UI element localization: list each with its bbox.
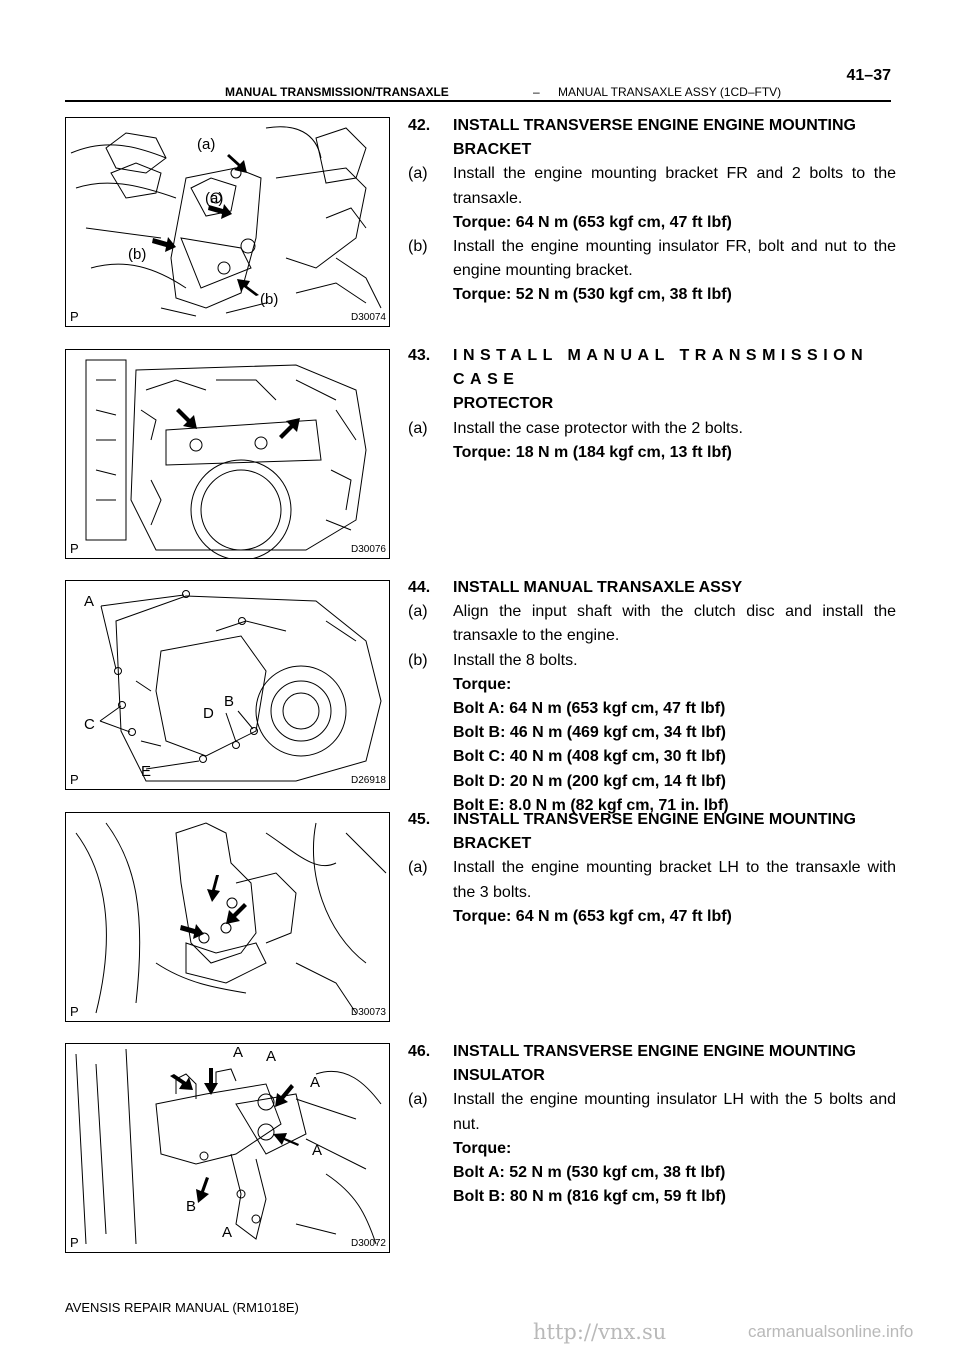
section-subtitle: MANUAL TRANSAXLE ASSY (1CD–FTV) <box>558 85 782 99</box>
figure-bracket-lh <box>65 812 390 1022</box>
torque-spec: Bolt A: 64 N m (653 kgf cm, 47 ft lbf) <box>453 700 726 718</box>
item-text: Install the case protector with the 2 bolts. <box>453 419 743 437</box>
torque-spec: Bolt B: 46 N m (469 kgf cm, 34 ft lbf) <box>453 724 726 742</box>
header-dash: – <box>533 85 540 99</box>
step-item <box>408 417 896 441</box>
callout-label: (b) <box>128 246 147 263</box>
item-text: Align the input shaft with the clutch disc and install the transaxle to the engine. <box>453 603 896 645</box>
figure-code: D30072 <box>350 1238 386 1249</box>
step-number: 42. <box>408 117 431 134</box>
step-heading <box>408 114 896 162</box>
figure-p-mark: P <box>70 309 79 324</box>
step-number: 43. <box>408 347 431 364</box>
step-item <box>408 600 896 648</box>
item-text: Install the engine mounting bracket LH to the transaxle with the 3 bolts. <box>453 859 896 901</box>
callout-label: A <box>84 593 95 610</box>
step-heading <box>408 344 896 417</box>
callout-label: (a) <box>205 190 224 207</box>
figure-code: D30076 <box>350 544 386 555</box>
item-text: Install the engine mounting insulator FR, bolt and nut to the engine mounting bracket. <box>453 238 896 280</box>
step-title-cont: INSULATOR <box>453 1067 545 1085</box>
torque-spec: Bolt B: 80 N m (816 kgf cm, 59 ft lbf) <box>453 1188 726 1206</box>
torque-spec: Torque: <box>453 1139 512 1157</box>
page-header <box>65 67 891 99</box>
watermark-link[interactable]: http://vnx.su <box>533 1320 667 1344</box>
step-heading <box>408 576 896 600</box>
callout-label: C <box>84 716 95 733</box>
figure-code: D26918 <box>350 775 386 786</box>
figure-case-protector <box>65 349 390 559</box>
step-title: INSTALL TRANSVERSE ENGINE ENGINE MOUNTING <box>453 117 856 134</box>
callout-label: A <box>222 1224 233 1241</box>
item-mark: (a) <box>408 603 428 621</box>
item-text: Install the engine mounting bracket FR and 2 bolts to the transaxle. <box>453 165 896 207</box>
figure-code: D30073 <box>350 1007 386 1018</box>
item-mark: (a) <box>408 419 428 437</box>
figure-code: D30074 <box>350 312 386 323</box>
item-mark: (a) <box>408 165 428 183</box>
step-title-cont: PROTECTOR <box>453 395 554 413</box>
section-title: MANUAL TRANSMISSION/TRANSAXLE <box>225 85 449 99</box>
callout-label: A <box>233 1044 244 1061</box>
callout-label: E <box>141 763 152 780</box>
callout-label: B <box>224 693 235 710</box>
illustration <box>66 1044 389 1252</box>
torque-spec: Torque: 52 N m (530 kgf cm, 38 ft lbf) <box>453 286 732 304</box>
step-45 <box>408 808 896 929</box>
item-mark: (a) <box>408 859 428 877</box>
header-rule <box>65 100 891 102</box>
figure-bracket-fr <box>65 117 390 327</box>
callout-label: D <box>203 705 214 722</box>
illustration <box>66 118 389 326</box>
figure-p-mark: P <box>70 1004 79 1019</box>
figure-p-mark: P <box>70 541 79 556</box>
step-item <box>408 649 896 673</box>
item-mark: (b) <box>408 238 428 256</box>
step-title: INSTALL TRANSVERSE ENGINE ENGINE MOUNTING <box>453 811 856 828</box>
step-46 <box>408 1040 896 1209</box>
page-footer: AVENSIS REPAIR MANUAL (RM1018E) <box>65 1300 299 1315</box>
callout-label: B <box>186 1198 197 1215</box>
torque-spec: Torque: 64 N m (653 kgf cm, 47 ft lbf) <box>453 213 732 231</box>
torque-spec: Bolt E: 8.0 N m (82 kgf cm, 71 in. lbf) <box>453 796 729 814</box>
step-title-cont: BRACKET <box>453 835 532 853</box>
item-text: Install the 8 bolts. <box>453 651 578 669</box>
illustration <box>66 350 389 558</box>
callout-label: A <box>310 1074 321 1091</box>
torque-spec: Torque: 18 N m (184 kgf cm, 13 ft lbf) <box>453 443 732 461</box>
callout-label: A <box>266 1048 277 1065</box>
callout-label: A <box>312 1142 323 1159</box>
torque-spec: Bolt C: 40 N m (408 kgf cm, 30 ft lbf) <box>453 748 726 766</box>
figure-p-mark: P <box>70 772 79 787</box>
figure-insulator-lh <box>65 1043 390 1253</box>
figure-transaxle-bolts <box>65 580 390 790</box>
step-42 <box>408 114 896 308</box>
illustration <box>66 581 389 789</box>
callout-label: (a) <box>197 136 216 153</box>
step-heading <box>408 1040 896 1088</box>
item-mark: (b) <box>408 651 428 669</box>
item-text: Install the engine mounting insulator LH with the 5 bolts and nut. <box>453 1091 896 1133</box>
step-item <box>408 856 896 904</box>
watermark-site: carmanualsonline.info <box>748 1322 914 1341</box>
illustration <box>66 813 389 1021</box>
torque-spec: Torque: <box>453 675 512 693</box>
step-number: 46. <box>408 1043 431 1060</box>
torque-spec: Torque: 64 N m (653 kgf cm, 47 ft lbf) <box>453 907 732 925</box>
step-item <box>408 162 896 210</box>
step-title: INSTALL MANUAL TRANSAXLE ASSY <box>453 579 743 596</box>
callout-label: (b) <box>260 291 279 308</box>
step-number: 45. <box>408 811 431 828</box>
step-title-cont: BRACKET <box>453 141 532 159</box>
torque-spec: Bolt D: 20 N m (200 kgf cm, 14 ft lbf) <box>453 772 726 790</box>
figure-p-mark: P <box>70 1235 79 1250</box>
item-mark: (a) <box>408 1091 428 1109</box>
step-43 <box>408 344 896 465</box>
step-number: 44. <box>408 579 431 596</box>
step-44 <box>408 576 896 818</box>
step-heading <box>408 808 896 856</box>
torque-spec: Bolt A: 52 N m (530 kgf cm, 38 ft lbf) <box>453 1164 726 1182</box>
step-title: INSTALL TRANSVERSE ENGINE ENGINE MOUNTING <box>453 1043 856 1060</box>
step-item <box>408 235 896 283</box>
step-item <box>408 1088 896 1136</box>
step-title: INSTALL MANUAL TRANSMISSION CASE <box>453 347 869 389</box>
page-number: 41–37 <box>846 67 891 84</box>
